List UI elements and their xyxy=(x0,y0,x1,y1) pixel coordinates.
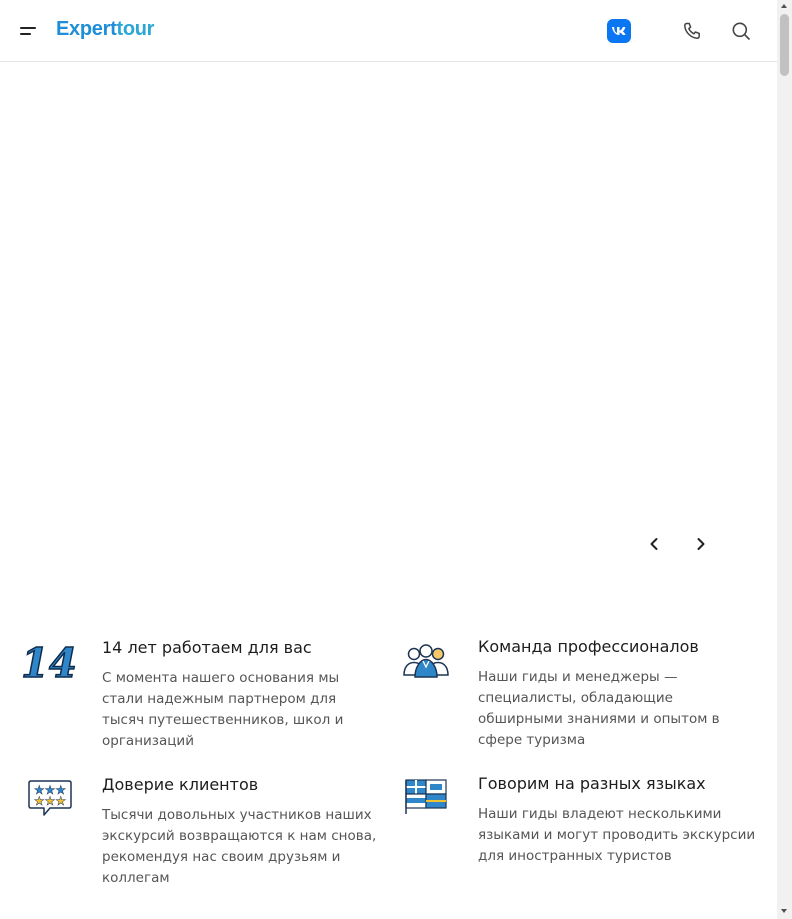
svg-text:★★★: ★★★ xyxy=(33,794,67,808)
language-flags-icon xyxy=(402,774,450,816)
stars-rating-icon xyxy=(26,775,74,817)
team-icon xyxy=(402,637,450,679)
feature-text: Тысячи довольных участников наших экскурсий возвращаются к нам снова, рекомендуя нас своим друзьям и коллегам xyxy=(102,807,377,886)
scroll-thumb[interactable] xyxy=(780,14,789,76)
logo[interactable]: Experttour xyxy=(56,18,155,40)
feature-text: Наши гиды владеют несколькими языками и могут проводить экскурсии для иностранных туристов xyxy=(478,806,756,864)
scroll-up-icon[interactable] xyxy=(781,4,787,8)
feature-title: Команда профессионалов xyxy=(478,637,699,656)
site-header xyxy=(0,0,777,62)
menu-icon[interactable] xyxy=(20,24,38,38)
scroll-down-icon[interactable] xyxy=(781,909,787,913)
feature-title: Говорим на разных языках xyxy=(478,774,706,793)
feature-title: 14 лет работаем для вас xyxy=(102,638,312,657)
chevron-left-icon[interactable] xyxy=(643,533,665,555)
feature-text: С момента нашего основания мы стали надежным партнером для тысяч путешественников, школ и организаций xyxy=(102,670,344,749)
chevron-right-icon[interactable] xyxy=(690,533,712,555)
svg-text:14: 14 xyxy=(21,640,77,687)
svg-text:★★★: ★★★ xyxy=(33,783,67,797)
scrollbar[interactable] xyxy=(777,0,792,919)
phone-icon[interactable] xyxy=(682,21,702,41)
search-icon[interactable] xyxy=(731,21,751,41)
hero-slider xyxy=(0,63,777,623)
vk-icon[interactable] xyxy=(607,19,631,43)
number-14-icon xyxy=(21,638,77,687)
feature-title: Доверие клиентов xyxy=(102,775,259,794)
feature-text: Наши гиды и менеджеры — специалисты, обладающие обширными знаниями и опытом в сфере туризма xyxy=(478,669,720,748)
